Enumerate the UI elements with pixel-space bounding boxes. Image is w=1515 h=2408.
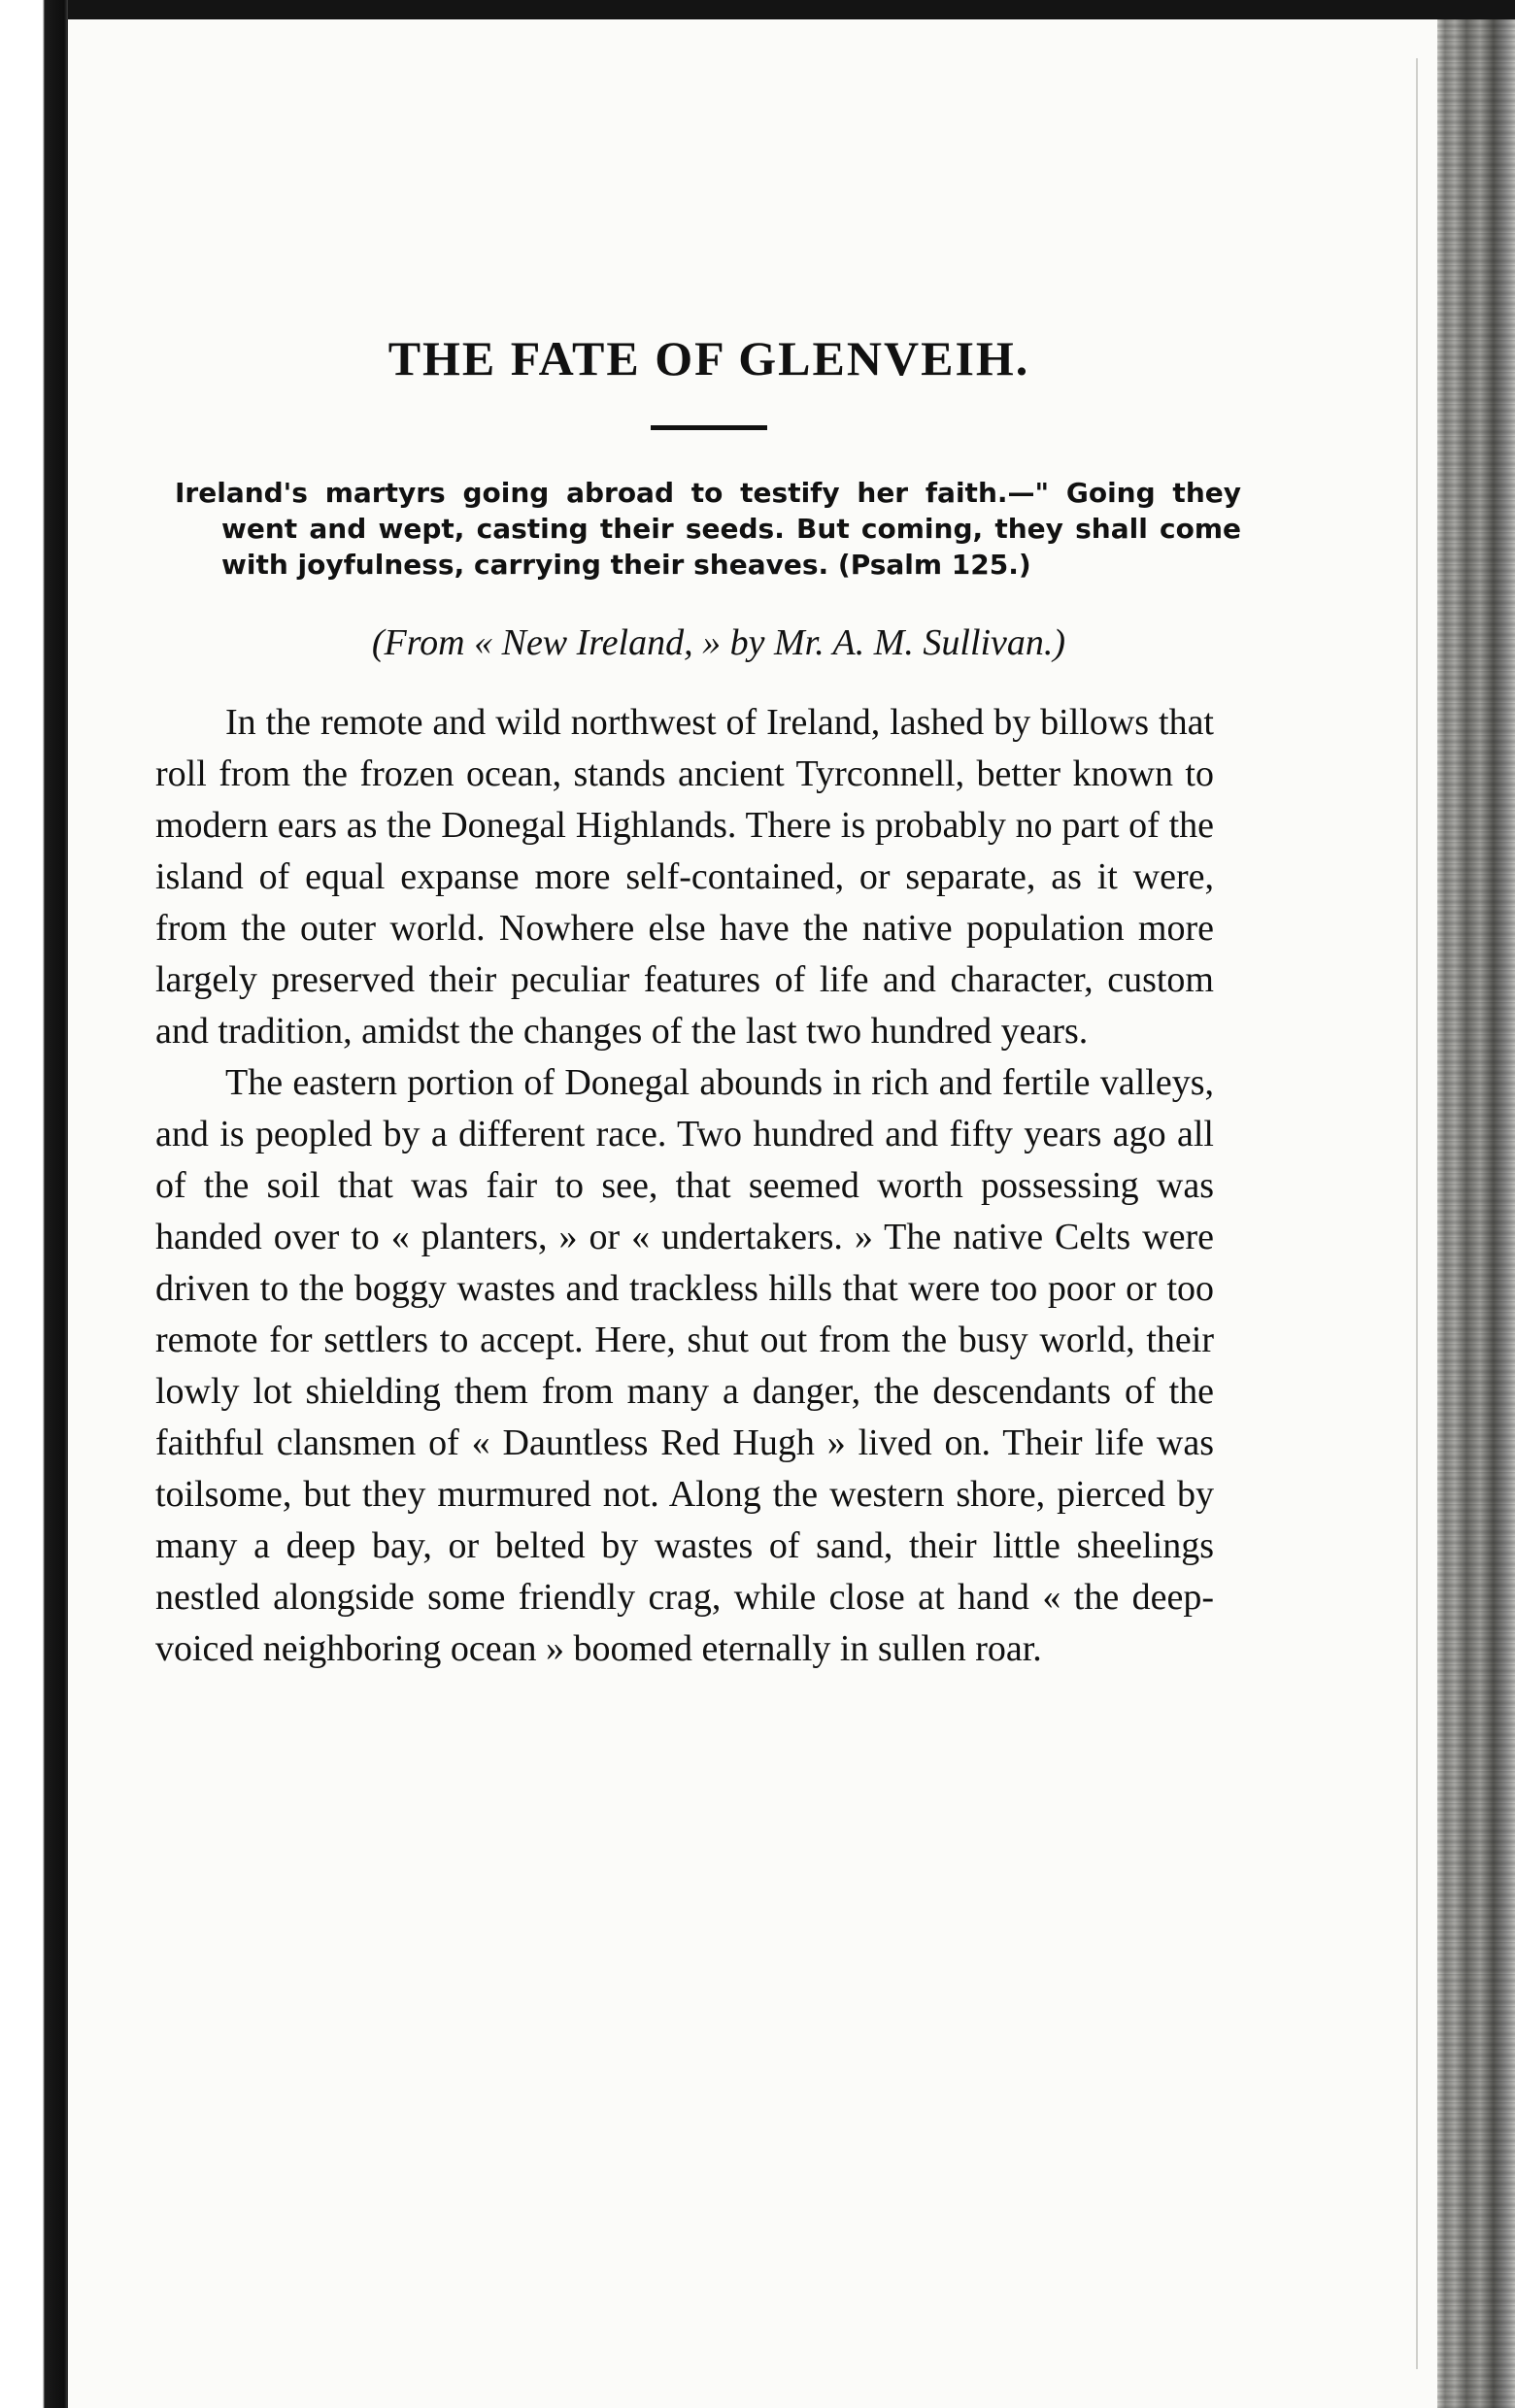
paragraph-1: In the remote and wild northwest of Ireland, lashed by billows that roll from the frozen ocean, stands ancient Tyrconnell, better known to modern ears as the Donegal Highlands. There is probably no part of the island of equal expanse more self-contained, or separate, as it were, from the outer world. Nowhere else have the native population more largely preserved their peculiar features of life and character, custom and tradition, amidst the changes of the last two hundred years. bbox=[155, 702, 1214, 1052]
page-gutter-line bbox=[1416, 58, 1418, 2369]
page-content bbox=[155, 330, 1241, 1675]
scan-top-border bbox=[0, 0, 1515, 19]
body-text bbox=[155, 697, 1214, 1675]
book-spine-edge bbox=[1437, 19, 1515, 2408]
title-rule bbox=[651, 425, 767, 430]
epigraph: Ireland's martyrs going abroad to testify her faith.—" Going they went and wept, casting their seeds. But coming, they shall come with joyfulness, carrying their sheaves. (Psalm 125.) bbox=[175, 477, 1241, 581]
chapter-title: THE FATE OF GLENVEIH. bbox=[387, 331, 1030, 385]
scan-left-border bbox=[0, 0, 68, 2408]
paragraph-2: The eastern portion of Donegal abounds in rich and fertile valleys, and is peopled by a different race. Two hundred and fifty years ago all of the soil that was fair to see, that seemed worth possessing was handed over to « planters, » or « undertakers. » The native Celts were driven to the boggy wastes and trackless hills that were too poor or too remote for settlers to accept. Here, shut out from the busy world, their lowly lot shielding them from many a danger, the descendants of the faithful clansmen of « Dauntless Red Hugh » lived on. Their life was toilsome, but they murmured not. Along the western shore, pierced by many a deep bay, or belted by wastes of sand, their little sheelings nestled alongside some friendly crag, while close at hand « the deep-voiced neighboring ocean » boomed eternally in sullen roar. bbox=[155, 1062, 1214, 1669]
source-attribution: (From « New Ireland, » by Mr. A. M. Sullivan.) bbox=[371, 622, 1066, 663]
